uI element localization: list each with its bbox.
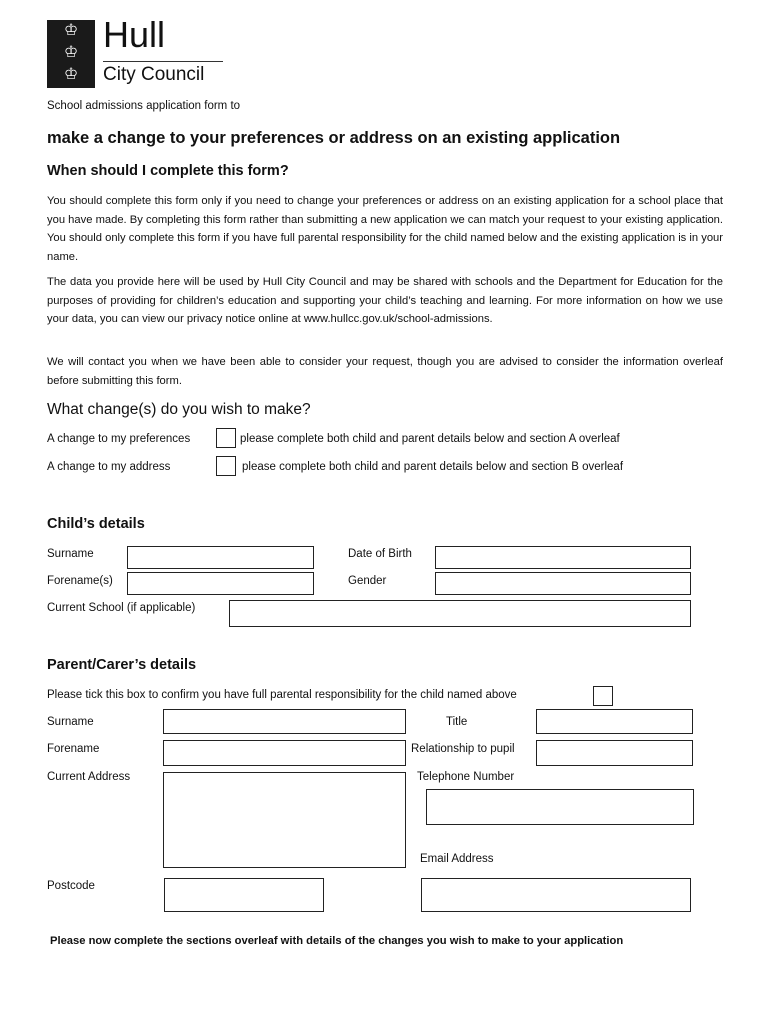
parent-address-input[interactable] [163, 772, 406, 868]
parent-forename-input[interactable] [163, 740, 406, 766]
logo-hull: Hull [103, 14, 166, 55]
parent-surname-input[interactable] [163, 709, 406, 734]
parent-heading: Parent/Carer’s details [47, 657, 197, 673]
parental-responsibility-label: Please tick this box to confirm you have full parental responsibility for the child named above [47, 689, 517, 701]
parent-email-input[interactable] [421, 878, 691, 912]
child-gender-label: Gender [348, 575, 387, 587]
parent-relationship-label: Relationship to pupil [411, 743, 515, 755]
child-forename-input[interactable] [127, 572, 314, 595]
para-data: The data you provide here will be used by Hull City Council and may be shared with schools and the Department for Education for the purposes of providing for children’s education and supporting your child’s teaching and learning. For more information on how we use your data, you can view our privacy notice online at www.hullcc.gov.uk/school-admissions. [47, 276, 723, 325]
para-contact: We will contact you when we have been able to consider your request, though you are advised to consider the information overleaf before submitting this form. [47, 356, 723, 387]
parental-responsibility-checkbox[interactable] [593, 686, 613, 706]
child-school-input[interactable] [229, 600, 691, 627]
child-heading: Child’s details [47, 516, 145, 532]
child-dob-input[interactable] [435, 546, 691, 569]
parent-address-label: Current Address [47, 771, 131, 783]
intro-text: School admissions application form to [47, 100, 241, 112]
child-dob-label: Date of Birth [348, 548, 412, 560]
parent-postcode-input[interactable] [164, 878, 324, 912]
child-forename-label: Forename(s) [47, 575, 113, 587]
para-purpose: You should complete this form only if you need to change your preferences or address on an existing application for a school place that you have made. By completing this form rather than submitting a new application we can match your request to your existing application. You should only complete this form if you have full parental responsibility for the child named below and the existing application is in your name. [47, 195, 723, 263]
parent-surname-label: Surname [47, 716, 94, 728]
logo-city-council: City Council [103, 64, 205, 85]
preferences-label: A change to my preferences [47, 433, 191, 445]
page-title: make a change to your preferences or address on an existing application [47, 129, 621, 147]
address-note: please complete both child and parent details below and section B overleaf [242, 461, 624, 473]
parent-relationship-input[interactable] [536, 740, 693, 766]
child-surname-input[interactable] [127, 546, 314, 569]
parent-title-label: Title [446, 716, 468, 728]
crowns-emblem-icon: ♔ ♔ ♔ [47, 20, 95, 88]
preferences-note: please complete both child and parent details below and section A overleaf [240, 433, 620, 445]
address-label: A change to my address [47, 461, 171, 473]
parent-postcode-label: Postcode [47, 880, 95, 892]
child-gender-input[interactable] [435, 572, 691, 595]
preferences-checkbox[interactable] [216, 428, 236, 448]
parent-email-label: Email Address [420, 853, 494, 865]
child-school-label: Current School (if applicable) [47, 602, 196, 614]
changes-heading: What change(s) do you wish to make? [47, 401, 311, 418]
logo [47, 14, 227, 90]
parent-telephone-label: Telephone Number [417, 771, 515, 783]
footer-instruction: Please now complete the sections overleaf with details of the changes you wish to make to your application [50, 935, 624, 947]
parent-forename-label: Forename [47, 743, 100, 755]
child-surname-label: Surname [47, 548, 94, 560]
parent-telephone-input[interactable] [426, 789, 694, 825]
address-checkbox[interactable] [216, 456, 236, 476]
logo-rule [103, 61, 223, 62]
parent-title-input[interactable] [536, 709, 693, 734]
when-heading: When should I complete this form? [47, 163, 289, 179]
